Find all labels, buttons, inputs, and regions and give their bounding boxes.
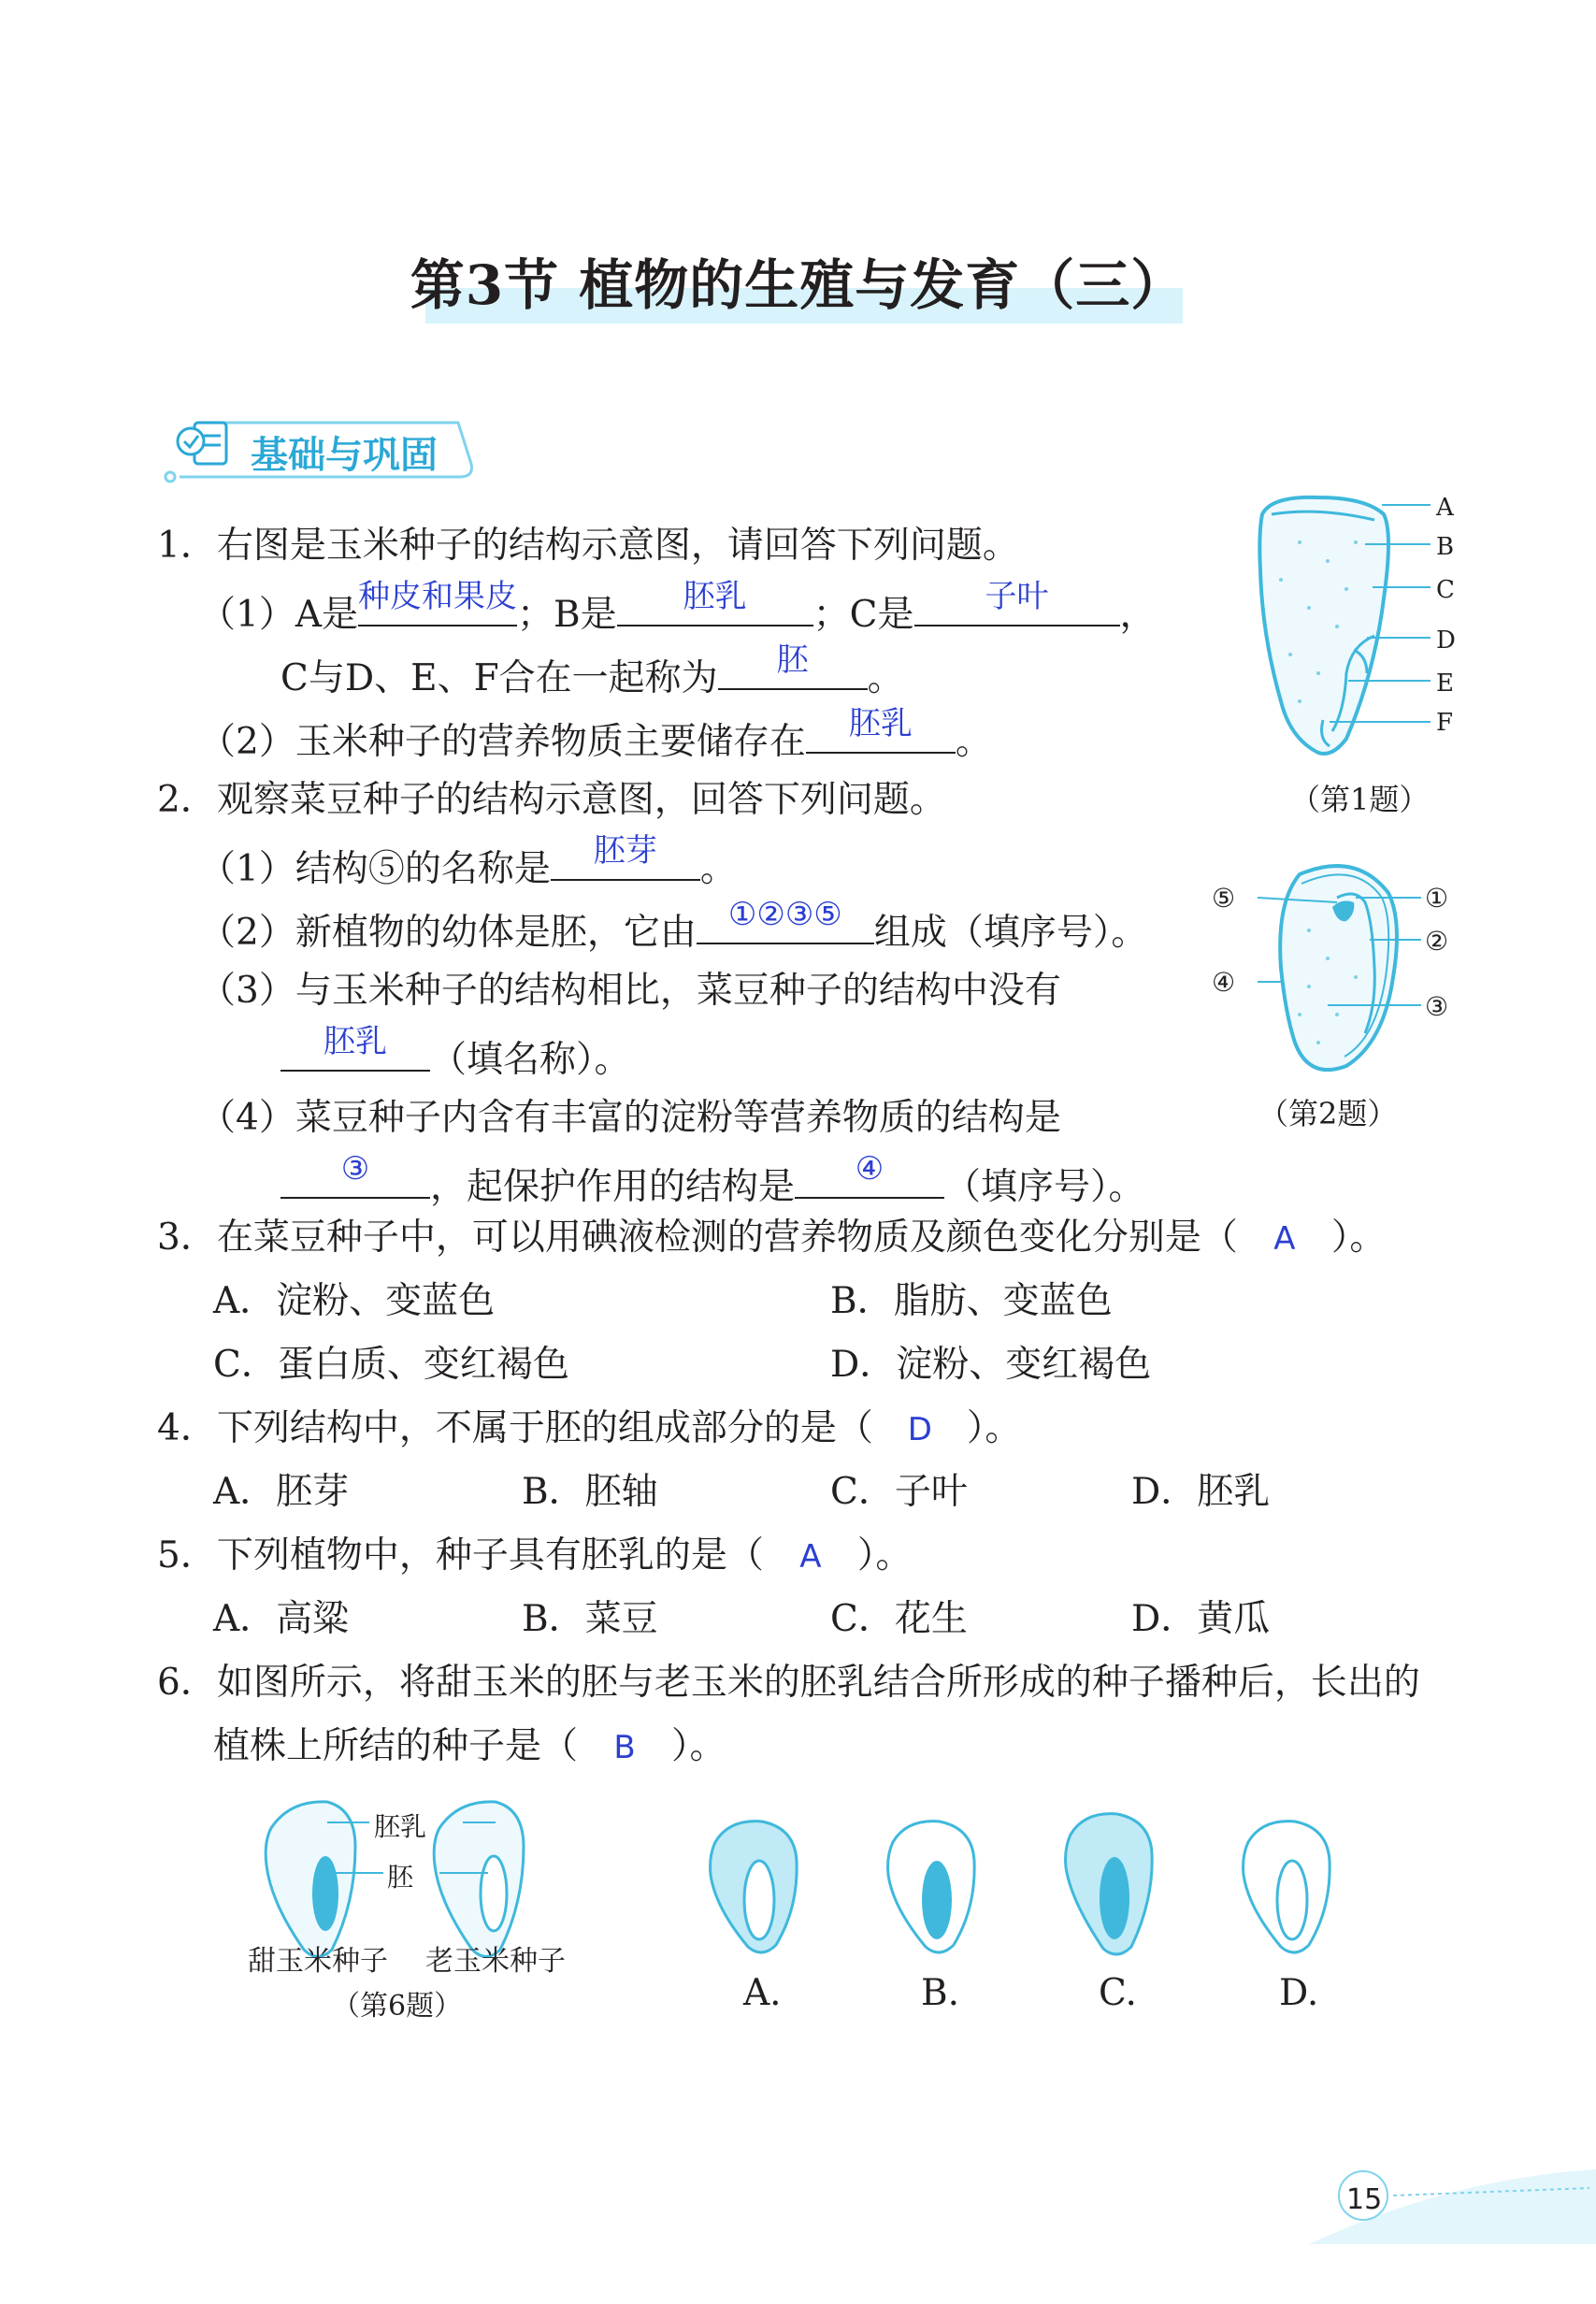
q6-stem-line2 — [213, 1724, 726, 1770]
q6-answer: B — [613, 1729, 636, 1766]
q3-option-a: A．淀粉、变蓝色 — [213, 1280, 496, 1322]
q5-answer: A — [799, 1538, 822, 1576]
q1-part1 — [199, 578, 1157, 638]
bean-label-1: ① — [1425, 883, 1449, 914]
figure-caption-6: （第6题） — [332, 1990, 463, 2023]
q1-blank-a — [357, 578, 517, 626]
q3-option-d: D．淀粉、变红褐色 — [830, 1344, 1152, 1386]
q6-choice-d-seed — [1234, 1814, 1346, 1964]
q2-p1-end: 。 — [699, 848, 737, 890]
q1-answer-c: 子叶 — [985, 578, 1049, 615]
q3-stem-end: ）。 — [1330, 1217, 1387, 1259]
q2-answer-1: 胚芽 — [593, 832, 657, 870]
q1-p2-end: 。 — [955, 721, 992, 763]
q2-p2-end: 组成（填序号）。 — [873, 912, 1148, 954]
q4-option-a: A．胚芽 — [213, 1471, 350, 1513]
section-label: 基础与巩固 — [251, 434, 438, 477]
q2-p3-end: （填名称）。 — [430, 1039, 631, 1081]
q4-stem-prefix: 4．下列结构中，不属于胚的组成部分的是（ — [157, 1407, 873, 1449]
q1-p1-prefix: （1）A是 — [199, 594, 358, 636]
q2-answer-4b: ④ — [855, 1150, 884, 1188]
q2-part3-line2 — [280, 1023, 631, 1083]
q4-stem — [157, 1406, 1021, 1452]
q6-choice-d-label: D. — [1279, 1972, 1319, 2014]
q1-blank-b — [617, 578, 813, 626]
q6-choice-b-seed — [879, 1814, 991, 1964]
q1-answer-a: 种皮和果皮 — [357, 578, 517, 615]
q2-part1 — [199, 832, 737, 892]
q1-blank-c — [914, 578, 1120, 626]
q4-option-c: C．子叶 — [830, 1471, 968, 1513]
q5-stem-end: ）。 — [856, 1534, 913, 1577]
q3-option-b: B．脂肪、变蓝色 — [830, 1280, 1113, 1322]
q3-stem — [157, 1216, 1386, 1261]
corn-label-f: F — [1436, 709, 1454, 737]
q2-answer-2: ①②③⑤ — [727, 896, 842, 933]
bean-label-3: ③ — [1425, 991, 1449, 1022]
q2-blank-4 — [280, 1150, 430, 1199]
q1-answer-b: 胚乳 — [683, 578, 747, 615]
bean-label-4: ④ — [1212, 967, 1236, 998]
q2-p4-end: （填序号）。 — [944, 1166, 1145, 1208]
corn-label-e: E — [1436, 670, 1454, 698]
q3-stem-prefix: 3．在菜豆种子中，可以用碘液检测的营养物质及颜色变化分别是（ — [157, 1217, 1238, 1259]
q5-stem — [157, 1534, 912, 1579]
q2-blank-1 — [551, 832, 700, 881]
q4-option-d: D．胚乳 — [1131, 1471, 1271, 1513]
q3-answer: A — [1273, 1220, 1296, 1258]
q4-answer: D — [907, 1411, 932, 1448]
q4-stem-end: ）。 — [966, 1407, 1022, 1449]
q6-stem-prefix: 植株上所结的种子是（ — [213, 1725, 579, 1767]
corn-label-a: A — [1436, 494, 1454, 522]
q3-option-c: C．蛋白质、变红褐色 — [213, 1344, 569, 1386]
q1-p2-prefix: （2）玉米种子的营养物质主要储存在 — [199, 721, 806, 763]
q2-p1-prefix: （1）结构⑤的名称是 — [199, 848, 551, 890]
q1-answer-d: 胚 — [776, 641, 809, 679]
corn-label-b: B — [1436, 533, 1455, 561]
q1-p1-end: ， — [1119, 594, 1157, 636]
q6-choice-b-label: B. — [921, 1972, 960, 2014]
q6-choice-c-seed — [1057, 1807, 1169, 1964]
page-title: 第3节 植物的生殖与发育（三） — [410, 253, 1186, 317]
q2-part2 — [199, 896, 1148, 956]
q6-seed1-label: 甜玉米种子 — [248, 1945, 388, 1978]
q2-answer-4a: ③ — [340, 1150, 370, 1188]
q1-p1b-end: 。 — [867, 657, 904, 699]
q6-seed2-label: 老玉米种子 — [425, 1945, 566, 1978]
q2-part3-line1: （3）与玉米种子的结构相比，菜豆种子的结构中没有 — [199, 970, 1061, 1012]
q1-part1b — [280, 641, 904, 701]
q5-option-c: C．花生 — [830, 1598, 968, 1640]
q6-label-endosperm: 胚乳 — [374, 1811, 427, 1842]
q1-b-label: ；B是 — [516, 594, 617, 636]
q5-stem-prefix: 5．下列植物中，种子具有胚乳的是（ — [157, 1534, 764, 1577]
corn-label-c: C — [1436, 576, 1455, 604]
q5-option-a: A．高粱 — [213, 1598, 350, 1640]
q2-part4-line2 — [280, 1150, 1145, 1210]
q1-answer-e: 胚乳 — [848, 705, 913, 742]
q2-blank-3 — [280, 1023, 430, 1072]
q5-option-b: B．菜豆 — [522, 1598, 658, 1640]
q2-blank-5 — [795, 1150, 944, 1199]
q2-blank-2 — [697, 896, 874, 944]
q2-part4-line1: （4）菜豆种子内含有丰富的淀粉等营养物质的结构是 — [199, 1097, 1061, 1139]
q6-choice-a-label: A. — [743, 1972, 782, 2014]
figure-caption-2: （第2题） — [1258, 1096, 1398, 1131]
corn-seed-diagram — [1244, 486, 1468, 767]
q2-p4-mid: ，起保护作用的结构是 — [430, 1166, 796, 1208]
figure-caption-1: （第1题） — [1290, 782, 1430, 817]
bean-label-5: ⑤ — [1212, 883, 1236, 914]
q6-label-embryo: 胚 — [387, 1862, 414, 1893]
q1-c-label: ；C是 — [812, 594, 914, 636]
checklist-icon — [174, 417, 239, 473]
q6-stem-end: ）。 — [671, 1725, 726, 1767]
q4-option-b: B．胚轴 — [522, 1471, 658, 1513]
q6-choice-c-label: C. — [1099, 1972, 1137, 2014]
q1-part2 — [199, 705, 992, 765]
q2-p2-prefix: （2）新植物的幼体是胚，它由 — [199, 912, 697, 954]
q1-blank-d — [718, 641, 868, 690]
q6-choice-a-seed — [701, 1814, 813, 1964]
corn-label-d: D — [1436, 626, 1456, 655]
q2-answer-3: 胚乳 — [324, 1023, 387, 1060]
q6-stem-line1: 6．如图所示，将甜玉米的胚与老玉米的胚乳结合所形成的种子播种后，长出的 — [157, 1662, 1420, 1704]
page-number: 15 — [1346, 2183, 1383, 2216]
q2-stem: 2．观察菜豆种子的结构示意图，回答下列问题。 — [157, 779, 946, 821]
q1-p1b-prefix: C与D、E、F合在一起称为 — [280, 657, 718, 699]
q5-option-d: D．黄瓜 — [1131, 1598, 1271, 1640]
q1-stem: 1．右图是玉米种子的结构示意图，请回答下列问题。 — [157, 525, 1019, 567]
bean-label-2: ② — [1425, 926, 1449, 957]
q1-blank-e — [806, 705, 956, 754]
